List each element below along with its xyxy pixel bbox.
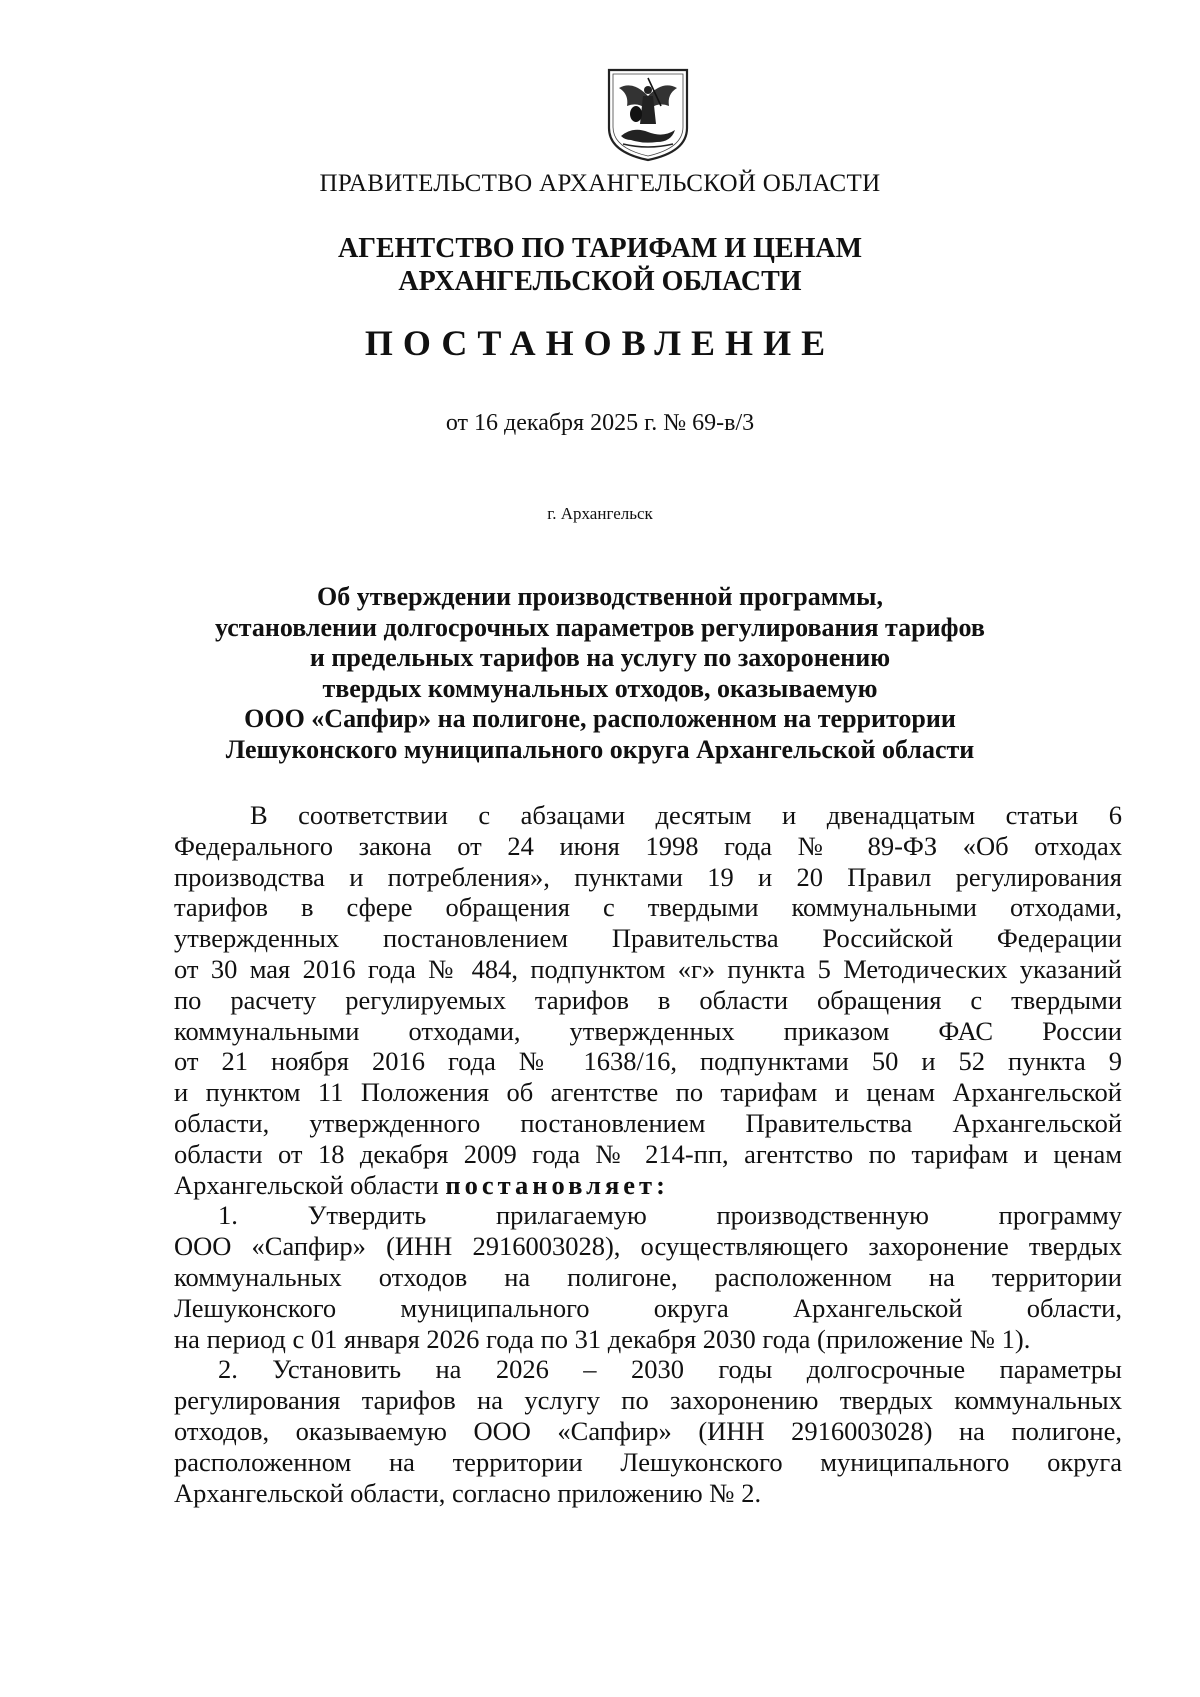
preamble-last-prefix: Архангельской области	[174, 1169, 446, 1200]
body-line: регулирования тарифов на услугу по захоронению твердых коммунальных	[174, 1385, 1122, 1416]
title-line: ООО «Сапфир» на полигоне, расположенном на территории	[244, 704, 956, 733]
body-line: 2. Установить на 2026 – 2030 годы долгосрочные параметры	[218, 1354, 1122, 1385]
body-line: от 30 мая 2016 года № 484, подпунктом «г» пункта 5 Методических указаний	[174, 953, 1122, 984]
resolves-word: постановляет:	[445, 1169, 669, 1200]
body-line: Федерального закона от 24 июня 1998 года № 89-ФЗ «Об отходах	[174, 830, 1122, 861]
coat-of-arms-icon	[603, 66, 693, 162]
body-line: области, утвержденного постановлением Правительства Архангельской	[174, 1107, 1122, 1138]
agency-name-line: АГЕНТСТВО ПО ТАРИФАМ И ЦЕНАМ	[337, 233, 863, 264]
body-line: Архангельской области, согласно приложению № 2.	[174, 1477, 762, 1508]
title-line: Лешуконского муниципального округа Архангельской области	[225, 734, 975, 764]
title-line: установлении долгосрочных параметров регулирования тарифов	[215, 612, 985, 642]
body-line: утвержденных постановлением Правительства Российской Федерации	[174, 923, 1122, 954]
body-line: тарифов в сфере обращения с твердыми коммунальными отходами,	[174, 892, 1122, 923]
government-name: ПРАВИТЕЛЬСТВО АРХАНГЕЛЬСКОЙ ОБЛАСТИ	[319, 170, 881, 197]
decree-date-number: от 16 декабря 2025 г. № 69-в/3	[445, 410, 755, 436]
document-title	[0, 582, 1200, 765]
city: г. Архангельск	[547, 504, 653, 523]
preamble-paragraph	[174, 800, 1122, 1200]
agency-name-line: АРХАНГЕЛЬСКОЙ ОБЛАСТИ	[398, 266, 802, 297]
decree-type: ПОСТАНОВЛЕНИЕ	[364, 323, 836, 363]
body-line: коммунальными отходами, утвержденных приказом ФАС России	[174, 1015, 1122, 1046]
agency-name	[0, 232, 1200, 298]
body-line: коммунальных отходов на полигоне, расположенном на территории	[174, 1261, 1122, 1292]
body-line: производства и потребления», пунктами 19 и 20 Правил регулирования	[174, 861, 1122, 892]
body-line: области от 18 декабря 2009 года № 214-пп, агентство по тарифам и ценам	[174, 1138, 1122, 1169]
body-line: расположенном на территории Лешуконского муниципального округа	[174, 1446, 1122, 1477]
body-line: Лешуконского муниципального округа Архангельской области,	[174, 1292, 1122, 1323]
body-line: 1. Утвердить прилагаемую производственную программу	[218, 1200, 1122, 1231]
body-line: отходов, оказываемую ООО «Сапфир» (ИНН 2916003028) на полигоне,	[174, 1415, 1122, 1446]
item-1	[174, 1200, 1122, 1354]
body-line: В соответствии с абзацами десятым и двенадцатым статьи 6	[250, 800, 1122, 830]
body-line: от 21 ноября 2016 года № 1638/16, подпунктами 50 и 52 пункта 9	[174, 1046, 1122, 1077]
body-line: на период с 01 января 2026 года по 31 декабря 2030 года (приложение № 1).	[174, 1323, 1031, 1354]
body-line	[174, 1170, 1122, 1201]
body-line: по расчету регулируемых тарифов в области обращения с твердыми	[174, 984, 1122, 1015]
title-line: твердых коммунальных отходов, оказываемую	[322, 673, 878, 703]
item-2	[174, 1354, 1122, 1508]
document-body	[174, 800, 1122, 1508]
body-line: и пунктом 11 Положения об агентстве по тарифам и ценам Архангельской	[174, 1077, 1122, 1108]
body-line: ООО «Сапфир» (ИНН 2916003028), осуществляющего захоронение твердых	[174, 1231, 1122, 1262]
title-line: и предельных тарифов на услугу по захоронению	[309, 643, 891, 672]
title-line: Об утверждении производственной программы,	[317, 582, 883, 611]
